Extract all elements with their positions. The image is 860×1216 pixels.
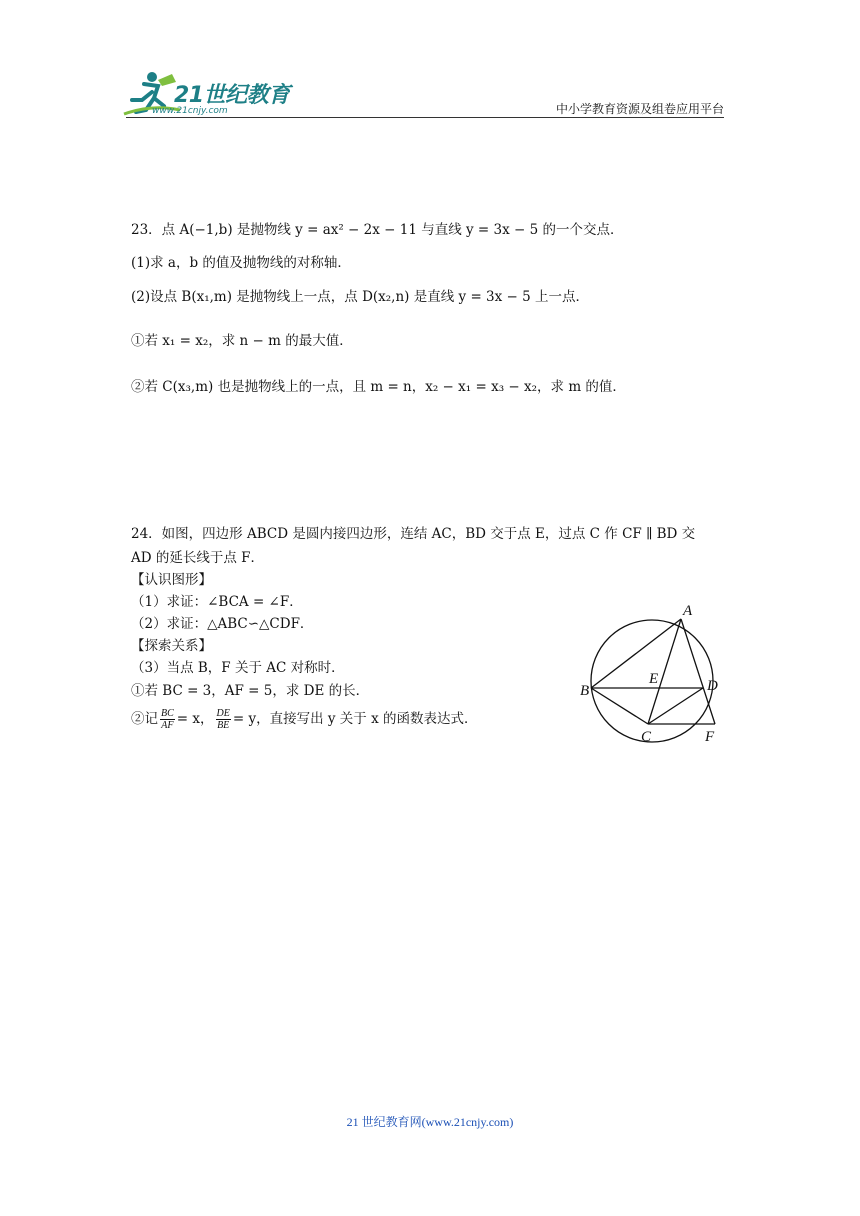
label-c: C [641,729,652,745]
q23-stem: 23．点 A(−1,b) 是抛物线 y = ax² − 2x − 11 与直线 y = 3x − 5 的一个交点． [131,222,624,238]
q24-section-recognize: 【认识图形】 [131,572,212,588]
q24-eq2: = y，直接写出 y 关于 x 的函数表达式． [232,711,478,727]
q24-stem-line2: AD 的延长线于点 F． [131,550,265,566]
q24-eq1: = x， [176,711,214,727]
q24-item3: （3）当点 B，F 关于 AC 对称时． [131,660,345,676]
label-d: D [707,678,718,694]
header-divider [126,117,724,118]
fraction-denominator: AF [161,720,174,731]
fraction-de-be [216,708,231,731]
logo-text: 21世纪教育 [174,83,290,108]
logo-url: www.21cnjy.com [152,106,228,116]
q24-item3b [131,708,477,731]
segment-ab [591,619,681,688]
segment-af [681,619,715,724]
q24-section-explore: 【探索关系】 [131,638,212,654]
circle-quadrilateral-figure [575,598,740,748]
site-logo [122,70,292,120]
footer-link[interactable]: 21 世纪教育网(www.21cnjy.com) [346,1115,514,1129]
q23-part2: (2)设点 B(x₁,m) 是抛物线上一点，点 D(x₂,n) 是直线 y = 3x − 5 上一点． [131,289,590,305]
q23-part1: (1)求 a，b 的值及抛物线的对称轴． [131,255,351,271]
fraction-numerator: DE [216,708,230,719]
q24-item3b-prefix: ②记 [131,711,158,727]
segment-cd [648,688,703,724]
fraction-numerator: BC [161,708,174,719]
q23-part2-sub1: ①若 x₁ = x₂，求 n − m 的最大值． [131,333,353,349]
q24-item2: （2）求证：△ABC∽△CDF． [131,616,314,632]
label-b: B [580,683,590,699]
label-e: E [649,671,659,687]
label-a: A [683,603,693,619]
header-platform-text: 中小学教育资源及组卷应用平台 [555,102,724,116]
fraction-denominator: BE [217,720,230,731]
fraction-bc-af [160,708,175,731]
q24-item3a: ①若 BC = 3，AF = 5，求 DE 的长． [131,683,370,699]
label-f: F [705,729,715,745]
q23-part2-sub2: ②若 C(x₃,m) 也是抛物线上的一点，且 m = n，x₂ − x₁ = x₃ − x₂，求 m 的值． [131,379,626,395]
q24-stem-line1: 24．如图，四边形 ABCD 是圆内接四边形，连结 AC，BD 交于点 E，过点 C 作 CF ∥ BD 交 [131,526,696,542]
q24-item1: （1）求证：∠BCA = ∠F． [131,594,303,610]
segment-bc [591,688,648,724]
